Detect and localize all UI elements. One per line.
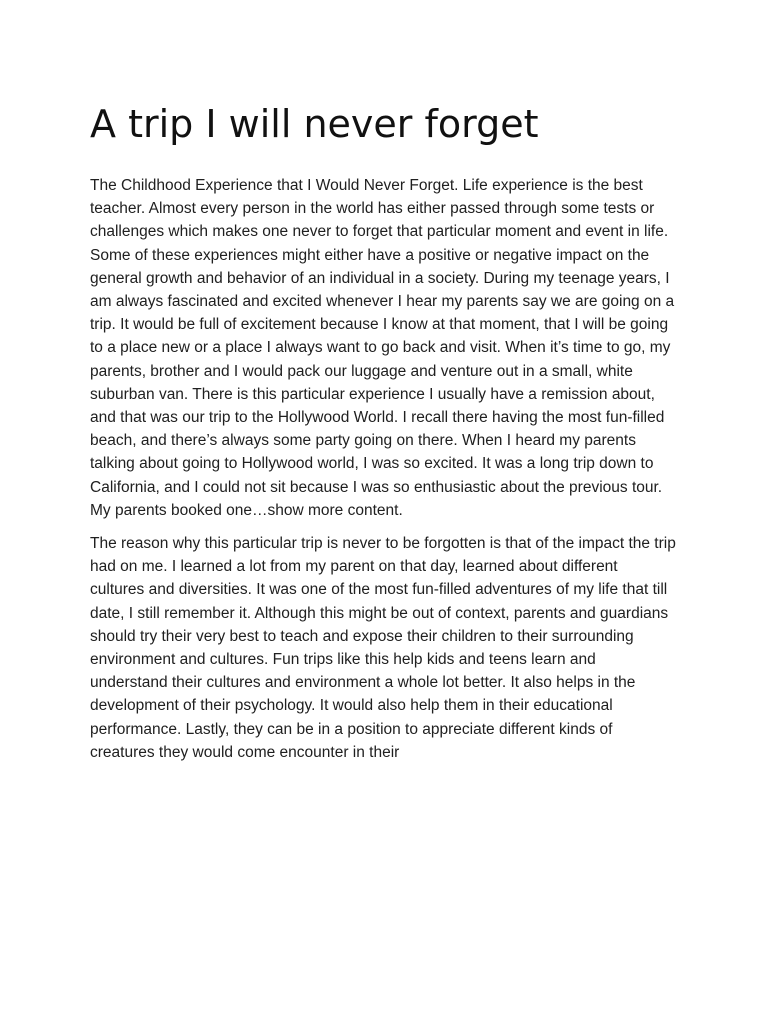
document-body [90,174,676,774]
paragraph: The reason why this particular trip is never to be forgotten is that of the impact the trip had on me. I learned a lot from my parent on that day, learned about different cultures and diversities. It was one of the most fun-filled adventures of my life that till date, I still remember it. Although this might be out of context, parents and guardians should try their very best to teach and expose their children to their surrounding environment and cultures. Fun trips like this help kids and teens learn and understand their cultures and environment a whole lot better. It also helps in the development of their psychology. It would also help them in their educational performance. Lastly, they can be in a position to appreciate different kinds of creatures they would come encounter in their [90,535,676,761]
document-title: A trip I will never forget [90,102,539,146]
paragraph: The Childhood Experience that I Would Never Forget. Life experience is the best teacher. Almost every person in the world has either passed through some tests or challenges which makes one never to forget that particular moment and event in life. Some of these experiences might either have a positive or negative impact on the general growth and behavior of an individual in a society. During my teenage years, I am always fascinated and excited whenever I hear my parents say we are going on a trip. It would be full of excitement because I know at that moment, that I will be going to a place new or a place I always want to go back and visit. When it’s time to go, my parents, brother and I would pack our luggage and venture out in a small, white suburban van. There is this particular experience I usually have a remission about, and that was our trip to the Hollywood World. I recall there having the most fun-filled beach, and there’s always some party going on there. When I heard my parents talking about going to Hollywood world, I was so excited. It was a long trip down to California, and I could not sit because I was so enthusiastic about the previous tour. My parents booked one…show more content. [90,177,675,519]
